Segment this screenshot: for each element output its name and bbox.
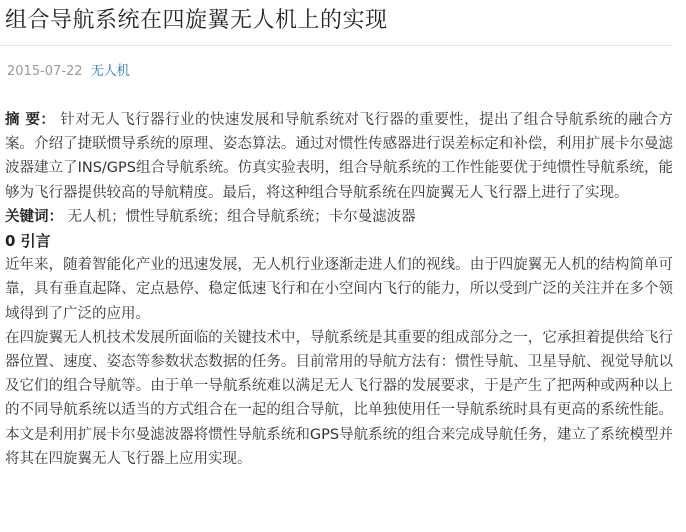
abstract-paragraph [5, 108, 673, 205]
abstract-label: 摘 要： [5, 112, 56, 128]
article-body [5, 108, 673, 471]
body-paragraph: 近年来，随着智能化产业的迅速发展，无人机行业逐渐走进人们的视线。由于四旋翼无人机的结构简单可靠，具有垂直起降、定点悬停、稳定低速飞行和在小空间内飞行的能力，所以受到广泛的关注并在多个领域得到了广泛的应用。 [5, 257, 673, 322]
keywords-text: 无人机；惯性导航系统；组合导航系统；卡尔曼滤波器 [67, 208, 416, 225]
title-divider [0, 45, 672, 46]
body-paragraph: 在四旋翼无人机技术发展所面临的关键技术中，导航系统是其重要的组成部分之一，它承担着提供给飞行器位置、速度、姿态等参数状态数据的任务。目前常用的导航方法有：惯性导航、卫星导航、视觉导航以及它们的组合导航等。由于单一导航系统难以满足无人飞行器的发展要求，于是产生了把两种或两种以上的不同导航系统以适当的方式组合在一起的组合导航，比单独使用任一导航系统时具有更高的系统性能。本文是利用扩展卡尔曼滤波器将惯性导航系统和GPS导航系统的组合来完成导航任务，建立了系统模型并将其在四旋翼无人飞行器上应用实现。 [5, 329, 673, 467]
publish-date: 2015-07-22 [7, 64, 83, 79]
abstract-text: 针对无人飞行器行业的快速发展和导航系统对飞行器的重要性，提出了组合导航系统的融合方案。介绍了捷联惯导系统的原理、姿态算法。通过对惯性传感器进行误差标定和补偿，利用扩展卡尔曼滤波器建立了INS/GPS组合导航系统。仿真实验表明，组合导航系统的工作性能要优于纯惯性导航系统，能够为飞行器提供较高的导航精度。最后，将这种组合导航系统在四旋翼无人飞行器上进行了实现。 [5, 112, 673, 201]
category-tag-link[interactable]: 无人机 [90, 64, 130, 79]
keywords-paragraph [5, 205, 673, 229]
article-title: 组合导航系统在四旋翼无人机上的实现 [5, 8, 388, 33]
article-meta [7, 63, 130, 81]
section-heading: 0 引言 [5, 232, 51, 251]
keywords-label: 关键词： [5, 208, 63, 225]
